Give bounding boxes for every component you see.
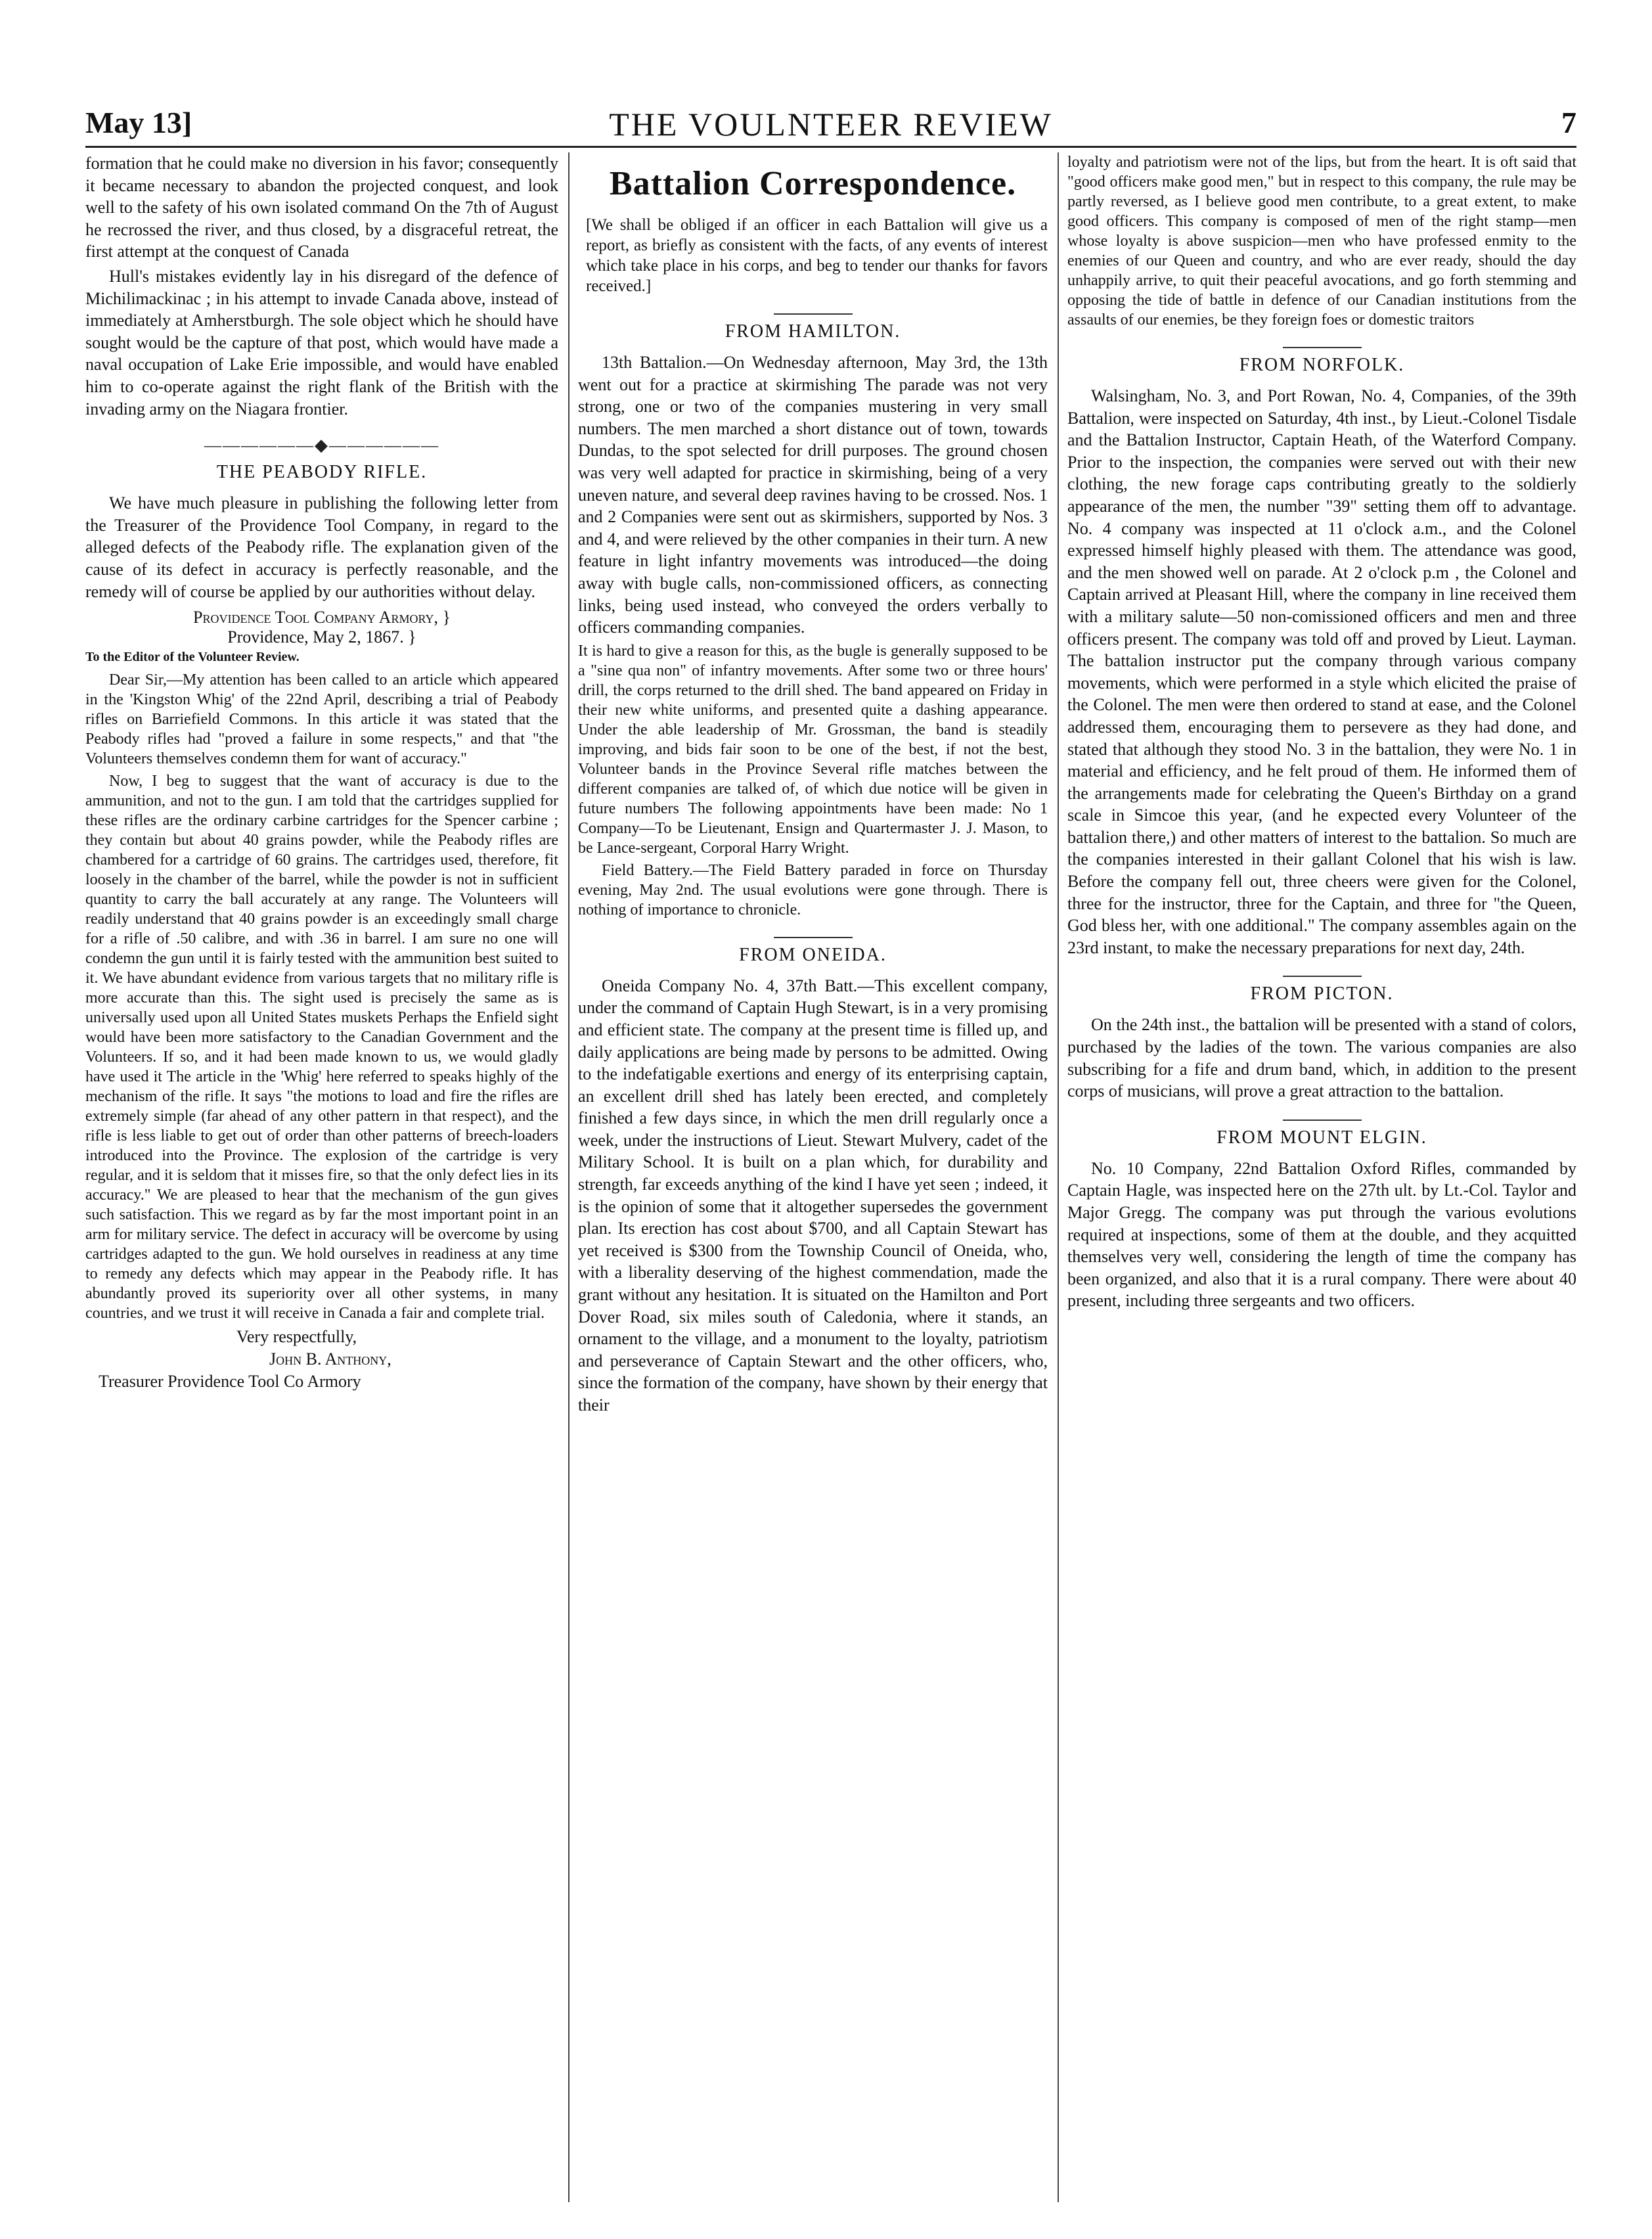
divider: [774, 937, 853, 938]
letter-paragraph: Dear Sir,—My attention has been called to an article which appeared in the 'Kingston Whig' of the 22nd April, describing a trial of Peabody rifles on Barriefield Commons. In this article it was stated that the Peabody rifles had "proved a failure in some respects," and that "the Volunteers themselves condemn them for want of accuracy.": [85, 671, 558, 768]
section-heading-norfolk: FROM NORFOLK.: [1239, 355, 1405, 375]
article-paragraph: loyalty and patriotism were not of the lips, but from the heart. It is oft said that "good officers make good men," but in respect to this company, the rule may be partly reversed, as I believe good men contribute, to a great extent, to make good officers. This company is composed of men of the right stamp—men whose loyalty is above suspicion—men who have professed enmity to the enemies of our Queen and country, and who are ever ready, should the day unhappily arrive, to quit their peaceful avocations, and go forth stemming and opposing the tide of battle in defence of our Canadian institutions from the assaults of our enemies, be they foreign foes or domestic traitors: [1067, 154, 1576, 328]
article-paragraph: On the 24th inst., the battalion will be presented with a stand of colors, purchased by the ladies of the town. The various companies are also subscribing for a fife and drum band, which, in addition to the present corps of musicians, will prove a great attraction to the battalion.: [1067, 1015, 1576, 1101]
letter-paragraph: Now, I beg to suggest that the want of accuracy is due to the ammunition, and not to the gun. I am told that the cartridges supplied for these rifles are the ordinary carbine cartridges for the Spencer carbine ; they contain but about 40 grains powder, while the Peabody rifles are chambered for a cartridge of 60 grains. The cartridges used, therefore, fit loosely in the chamber of the barrel, while the powder is not in sufficient quantity to carry the ball accurately at any range. The Volunteers will readily understand that 40 grains powder is an exceedingly small charge for a rifle of .50 calibre, and with .36 in barrel. I am sure no one will condemn the gun until it is fairly tested with the ammunition best suited to it. We have abundant evidence from various targets that no military rifle is more accurate than this. The sight used is precisely the same as is universally used upon all United States muskets Perhaps the Enfield sight would have been more satisfactory to the Canadian Government and the Volunteers. If so, and it had been made known to us, we would gladly have used it The article in the 'Whig' here referred to speaks highly of the mechanism of the rifle. It says "the motions to load and fire the rifles are extremely simple (far ahead of any other pattern in that respect), and the rifle is less liable to get out of order than other patterns of breech-loaders introduced into the Province. The explosion of the cartridge is very regular, and it is seldom that it misses fire, so that the only defect lies in its accuracy." We are pleased to hear that the mechanism of the gun gives such satisfaction. This we regard as by far the most important point in an arm for military service. The defect in accuracy will be overcome by using cartridges adapted to the gun. We hold ourselves in readiness at any time to remedy any defects which may appear in the Peabody rifle. It has abundantly proved its superiority over all other systems, in many countries, and we trust it will receive in Canada a fair and complete trial.: [85, 773, 558, 1323]
article-paragraph: Walsingham, No. 3, and Port Rowan, No. 4, Companies, of the 39th Battalion, were inspected on Saturday, 4th inst., by Lieut.-Colonel Tisdale and the Battalion Instructor, Captain Heath, of the Waterford Company. Prior to the inspection, the companies were served out with their new clothing, the new forage caps contributing greatly to the soldierly appearance of the men, the number "39" setting them off to advantage. No. 4 company was inspected at 11 o'clock a.m., and the Colonel expressed himself highly pleased with them. The attendance was good, and the men showed well on parade. At 2 o'clock p.m , the Colonel and Captain arrived at Pleasant Hill, where the company in line received them with a military salute—50 non-comissioned officers and men and three officers present. The company was told off and proved by Lieut. Layman. The battalion instructor put the company through various company movements, which were performed in a style which elicited the praise of the Colonel. The men were then ordered to stand at ease, and the Colonel addressed them, encouraging them to persevere as they had done, and stated that although they stood No. 3 in the battalion, they were No. 1 in material and efficiency, and he felt proud of them. He informed them of the arrangements made for celebrating the Queen's Birthday on a grand scale in Simcoe this year, (and he expected every Volunteer of the battalion there,) and other matters of interest to the battalion. So much are the companies interested in their gallant Colonel that his wish is law. Before the company fell out, three cheers were given for the Colonel, three for the instructor, three for the Captain, and three for "the Queen, God bless her, with one additional." The company assembles again on the 23rd instant, to make the necessary preparations for next day, 24th.: [1067, 386, 1576, 957]
article-paragraph: No. 10 Company, 22nd Battalion Oxford Rifles, commanded by Captain Hagle, was inspected here on the 27th ult. by Lt.-Col. Taylor and Major Gregg. The company was put through the various evolutions required at inspections, some of them at the double, and they acquitted themselves very well, considering the length of time the company has been organized, and also that it is a rural company. There were about 40 present, including three sergeants and two officers.: [1067, 1158, 1576, 1311]
letter-address: Providence Tool Company Armory, } Providence, May 2, 1867. }: [193, 608, 451, 647]
column-2: [578, 152, 1048, 2209]
divider: [774, 313, 853, 315]
article-paragraph: Hull's mistakes evidently lay in his disregard of the defence of Michilimackinac ; in his attempt to invade Canada above, instead of immediately at Amherstburgh. The sole object which he should have sought would be the capture of that post, which would have made a naval occupation of Lake Erie impossible, and would have enabled him to co-operate against the right flank of the British with the invading army on the Niagara frontier.: [85, 266, 558, 418]
article-paragraph: We have much pleasure in publishing the following letter from the Treasurer of the Providence Tool Company, in regard to the alleged defects of the Peabody rifle. The explanation given of the cause of its defect in accuracy is perfectly reasonable, and the remedy will of course be applied by our authorities without delay.: [85, 493, 558, 601]
section-heading-peabody: THE PEABODY RIFLE.: [216, 462, 428, 483]
issue-date: May 13]: [85, 106, 192, 139]
section-ornament: ——————◆——————: [204, 436, 439, 455]
section-heading-picton: FROM PICTON.: [1250, 984, 1394, 1005]
column-3: [1067, 152, 1576, 2209]
page-number: 7: [1561, 106, 1576, 139]
newspaper-title: THE VOULNTEER REVIEW: [609, 106, 1053, 143]
article-paragraph: It is hard to give a reason for this, as the bugle is generally supposed to be a "sine qua non" of infantry movements. After some two or three hours' drill, the corps returned to the drill shed. The band appeared on Friday in their new white uniforms, and presented quite a dashing appearance. Under the able leadership of Mr. Grossman, the band is steadily improving, and bids fair soon to be one of the best, if not the best, Volunteer bands in the Province Several rifle matches between the different companies are talked of, of which due notice will be given in future numbers The following appointments have been made: No 1 Company—To be Lieutenant, Ensign and Quartermaster J. J. Mason, to be Lance-sergeant, Corporal Harry Wright.: [578, 642, 1048, 857]
column-divider: [568, 152, 569, 2202]
header-rule: [85, 146, 1576, 148]
section-title-battalion-correspondence: Battalion Correspondence.: [609, 165, 1017, 202]
letter-signature: Very respectfully, John B. Anthony, Treasurer Providence Tool Co Armory: [99, 1327, 391, 1391]
divider: [1283, 1120, 1362, 1121]
editor-note: [We shall be obliged if an officer in each Battalion will give us a report, as briefly as consistent with the facts, of any events of interest which take place in his corps, and beg to tender our thanks for favors received.]: [586, 216, 1048, 295]
divider: [1283, 347, 1362, 348]
section-heading-oneida: FROM ONEIDA.: [739, 944, 887, 965]
section-heading-mount-elgin: FROM MOUNT ELGIN.: [1217, 1127, 1427, 1148]
section-heading-hamilton: FROM HAMILTON.: [725, 321, 901, 342]
masthead: [85, 105, 1576, 151]
article-paragraph: Field Battery.—The Field Battery paraded in force on Thursday evening, May 2nd. The usual evolutions were gone through. There is nothing of importance to chronicle.: [578, 861, 1048, 918]
column-1: [85, 152, 558, 2209]
article-paragraph: formation that he could make no diversion in his favor; consequently it became necessary to abandon the projected conquest, and look well to the safety of his own isolated command On the 7th of August he recrossed the river, and thus closed, by a disgraceful retreat, the first attempt at the conquest of Canada: [85, 154, 558, 261]
article-paragraph: Oneida Company No. 4, 37th Batt.—This excellent company, under the command of Captain Hugh Stewart, is in a very promising and efficient state. The company at the present time is filled up, and daily applications are being made by persons to be admitted. Owing to the indefatigable exertions and energy of its enterprising captain, an excellent drill shed has lately been erected, and completely finished a few days since, in which the men drill regularly once a week, under the instructions of Lieut. Stewart Mulvery, cadet of the Military School. It is built on a plan which, for durability and strength, far exceeds anything of the kind I have yet seen ; indeed, it is the opinion of some that it altogether supersedes the government plan. Its erection has cost about $700, and all Captain Stewart has yet received is $300 from the Township Council of Oneida, who, with a liberality deserving of the highest commendation, made the grant without any hesitation. It is situated on the Hamilton and Port Dover Road, six miles south of Caledonia, where it stands, an ornament to the village, and a monument to the loyalty, patriotism and perseverance of Captain Stewart and the other officers, who, since the formation of the company, have shown by their energy that their: [578, 976, 1048, 1414]
article-paragraph: 13th Battalion.—On Wednesday afternoon, May 3rd, the 13th went out for a practice at skirmishing The parade was not very strong, one or two of the companies mustering in very small numbers. The men marched a short distance out of town, towards Dundas, to the spot selected for drill purposes. The ground chosen was very well adapted for practice in skirmishing, being of a very uneven nature, and several deep ravines having to be crossed. Nos. 1 and 2 Companies were sent out as skirmishers, supported by Nos. 3 and 4, and were relieved by the other companies in their turn. A new feature in light infantry movements was introduced—the doing away with bugle calls, non-commissioned officers, as connecting links, being used instead, who conveyed the orders verbally to officers commanding companies.: [578, 353, 1048, 637]
letter-salutation-line: To the Editor of the Volunteer Review.: [85, 650, 300, 665]
column-divider: [1058, 152, 1059, 2202]
divider: [1283, 976, 1362, 977]
